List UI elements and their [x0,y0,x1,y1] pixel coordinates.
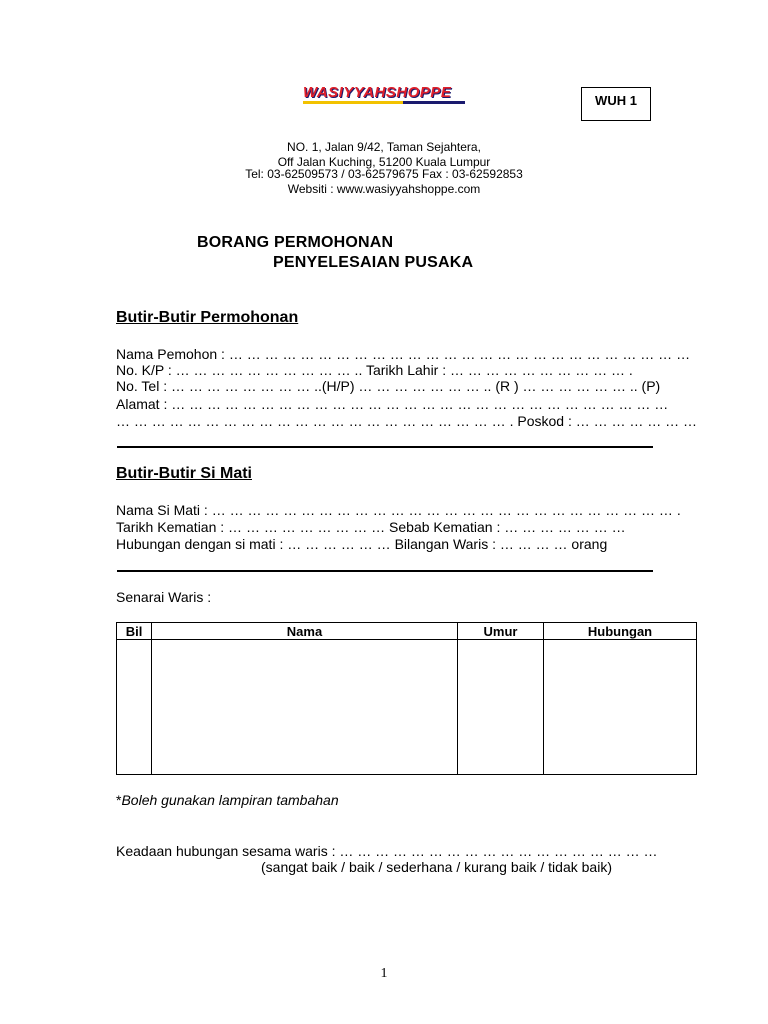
section-heading-deceased: Butir-Butir Si Mati [116,465,252,482]
section-divider-2 [117,570,653,572]
address-line-1: NO. 1, Jalan 9/42, Taman Sejahtera, [287,140,481,154]
cell-nama[interactable] [152,640,458,775]
field-heirs-relationship[interactable]: Keadaan hubungan sesama waris : … … … … … … … … … … … … … … … … … … [116,843,658,859]
attachment-note-text: Boleh gunakan lampiran tambahan [121,792,339,808]
field-relationship-heirs-count[interactable]: Hubungan dengan si mati : … … … … … … Bilangan Waris : … … … … orang [116,536,608,552]
address-website: Websiti : www.wasiyyahshoppe.com [287,182,481,196]
form-title-line-1: BORANG PERMOHONAN [197,234,394,251]
logo-text-part1: WASIYYAH [303,84,386,101]
address-phone-fax: Tel: 03-62509573 / 03-62579675 Fax : 03-62592853 [245,167,523,181]
field-ic-birthdate[interactable]: No. K/P : … … … … … … … … … … .. Tarikh Lahir : … … … … … … … … … … . [116,362,633,378]
logo-wordmark [303,84,467,102]
field-deceased-name[interactable]: Nama Si Mati : … … … … … … … … … … … … … … … … … … … … … … … … … … . [116,502,681,518]
section-divider-1 [117,446,653,448]
cell-hubungan[interactable] [544,640,697,775]
field-address[interactable]: Alamat : … … … … … … … … … … … … … … … … … … … … … … … … … … … … [116,396,669,412]
field-phone-numbers[interactable]: No. Tel : … … … … … … … … ..(H/P) … … … … … … … .. (R ) … … … … … … .. (P) [116,378,661,394]
column-header-umur: Umur [458,623,544,640]
logo-underline-yellow [303,101,403,104]
form-title-line-2: PENYELESAIAN PUSAKA [273,254,474,271]
heirs-table-header [117,623,697,640]
attachment-note-star: * [116,792,122,808]
heirs-list-label: Senarai Waris : [116,589,212,605]
company-logo [303,84,467,108]
column-header-bil: Bil [117,623,152,640]
form-code-box: WUH 1 [581,87,651,121]
field-address-postcode[interactable]: … … … … … … … … … … … … … … … … … … … … … … . Poskod : … … … … … … … [116,413,698,429]
field-applicant-name[interactable]: Nama Pemohon : … … … … … … … … … … … … … … … … … … … … … … … … … … [116,346,691,362]
logo-underline-navy [403,101,465,104]
column-header-nama: Nama [152,623,458,640]
heirs-table-body-row [117,640,697,775]
relationship-options: (sangat baik / baik / sederhana / kurang baik / tidak baik) [261,859,612,875]
cell-bil[interactable] [117,640,152,775]
address-line-2: Off Jalan Kuching, 51200 Kuala Lumpur [277,155,491,169]
section-heading-applicant: Butir-Butir Permohonan [116,309,299,326]
page-number: 1 [380,966,388,981]
heirs-table [116,622,697,775]
logo-text-part2: SHOPPE [385,84,452,101]
cell-umur[interactable] [458,640,544,775]
attachment-note [116,792,339,809]
field-death-date-cause[interactable]: Tarikh Kematian : … … … … … … … … … Sebab Kematian : … … … … … … … [116,519,626,535]
column-header-hubungan: Hubungan [544,623,697,640]
